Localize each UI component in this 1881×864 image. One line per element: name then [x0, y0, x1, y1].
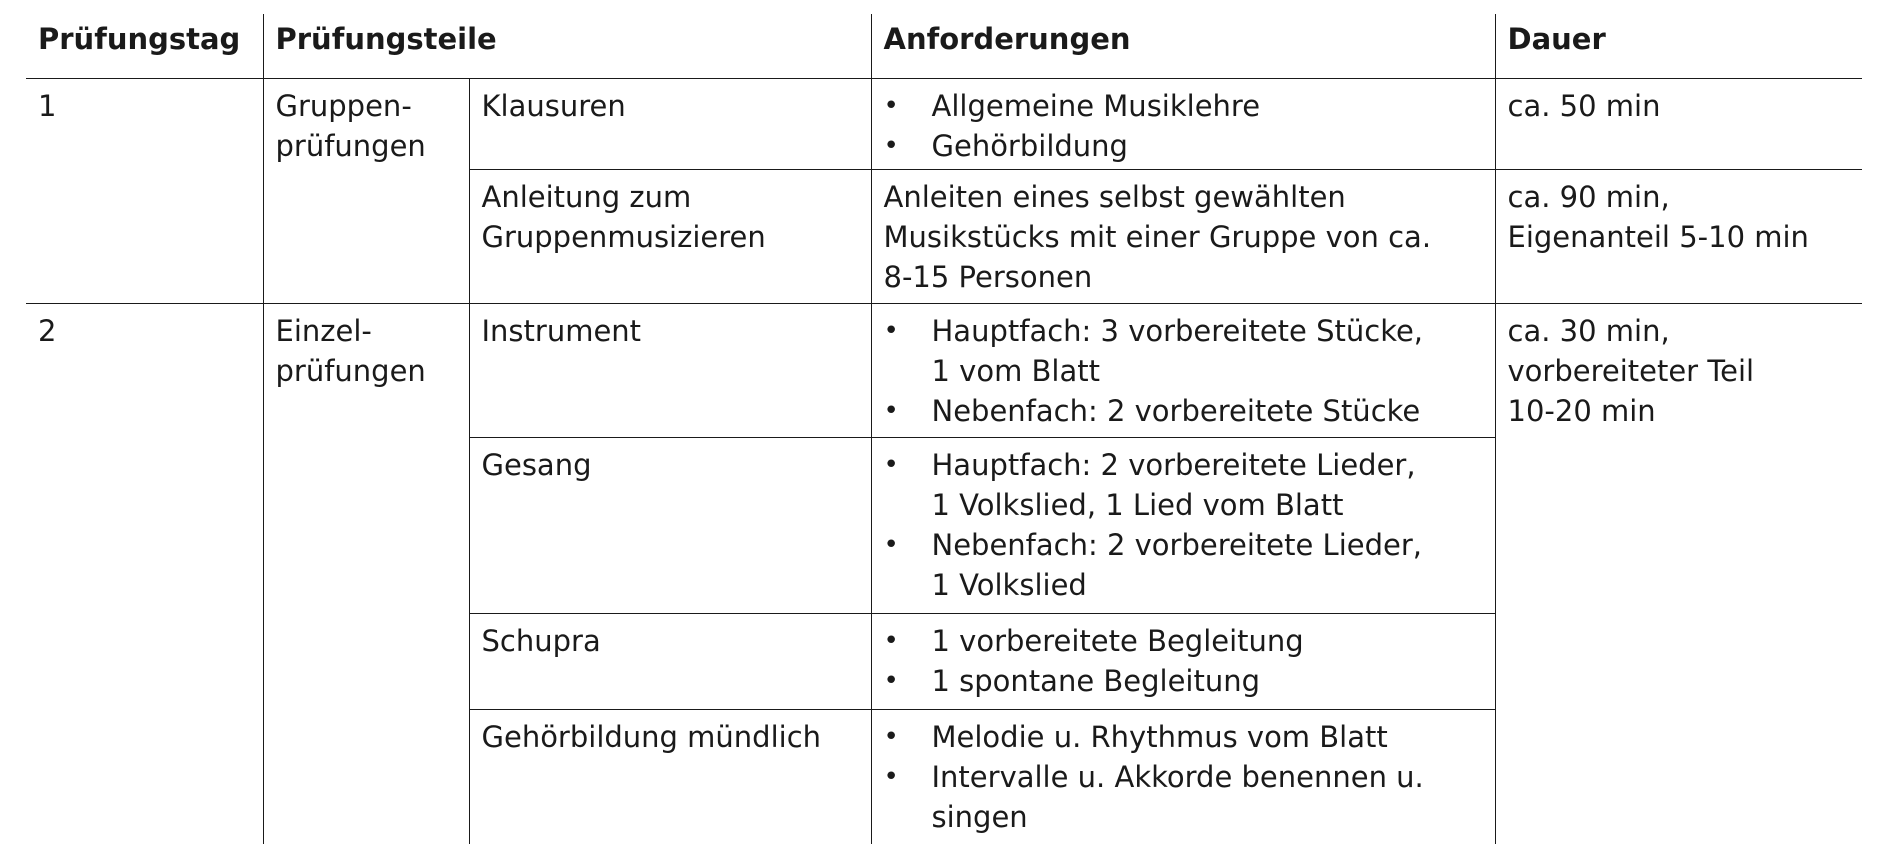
- requirements-cell: [871, 79, 1495, 170]
- part-label: Schupra: [469, 614, 871, 710]
- requirements-list: [884, 311, 1483, 431]
- header-requirements: Anforderungen: [871, 14, 1495, 79]
- part-label: Klausuren: [469, 79, 871, 170]
- group-label: Gruppen- prüfungen: [263, 79, 469, 304]
- list-item: • Nebenfach: 2 vorbereitete Lieder, 1 Volkslied: [884, 525, 1483, 605]
- day-number: 2: [26, 304, 263, 844]
- list-item: • 1 spontane Begleitung: [884, 661, 1483, 701]
- header-parts: Prüfungsteile: [263, 14, 871, 79]
- header-day: Prüfungstag: [26, 14, 263, 79]
- requirements-list: [884, 86, 1483, 166]
- duration-cell: ca. 50 min: [1495, 79, 1862, 170]
- list-item: • 1 vorbereitete Begleitung: [884, 621, 1483, 661]
- requirements-list: [884, 717, 1483, 837]
- part-label: Instrument: [469, 304, 871, 438]
- list-item: • Nebenfach: 2 vorbereitete Stücke: [884, 391, 1483, 431]
- list-item: • Hauptfach: 3 vorbereitete Stücke, 1 vom Blatt: [884, 311, 1483, 391]
- requirements-list: [884, 445, 1483, 605]
- requirements-text: Anleiten eines selbst gewählten Musikstücks mit einer Gruppe von ca. 8-15 Personen: [871, 170, 1495, 304]
- header-duration: Dauer: [1495, 14, 1862, 79]
- list-item: • Allgemeine Musiklehre: [884, 86, 1483, 126]
- part-label: Gehörbildung mündlich: [469, 710, 871, 844]
- list-item: • Melodie u. Rhythmus vom Blatt: [884, 717, 1483, 757]
- list-item: • Gehörbildung: [884, 126, 1483, 166]
- requirements-cell: [871, 614, 1495, 710]
- group-label: Einzel- prüfungen: [263, 304, 469, 844]
- table-row: [26, 79, 1862, 170]
- exam-schedule-table: [26, 14, 1862, 844]
- table-header-row: [26, 14, 1862, 79]
- requirements-list: [884, 621, 1483, 701]
- requirements-cell: [871, 710, 1495, 844]
- part-label: Anleitung zum Gruppenmusizieren: [469, 170, 871, 304]
- requirements-cell: [871, 438, 1495, 614]
- day-number: 1: [26, 79, 263, 304]
- requirements-cell: [871, 304, 1495, 438]
- part-label: Gesang: [469, 438, 871, 614]
- duration-cell: ca. 30 min, vorbereiteter Teil 10-20 min: [1507, 314, 1755, 428]
- duration-cell: ca. 90 min, Eigenanteil 5-10 min: [1495, 170, 1862, 304]
- list-item: • Hauptfach: 2 vorbereitete Lieder, 1 Volkslied, 1 Lied vom Blatt: [884, 445, 1483, 525]
- list-item: • Intervalle u. Akkorde benennen u. singen: [884, 757, 1483, 837]
- table-row: [26, 304, 1862, 438]
